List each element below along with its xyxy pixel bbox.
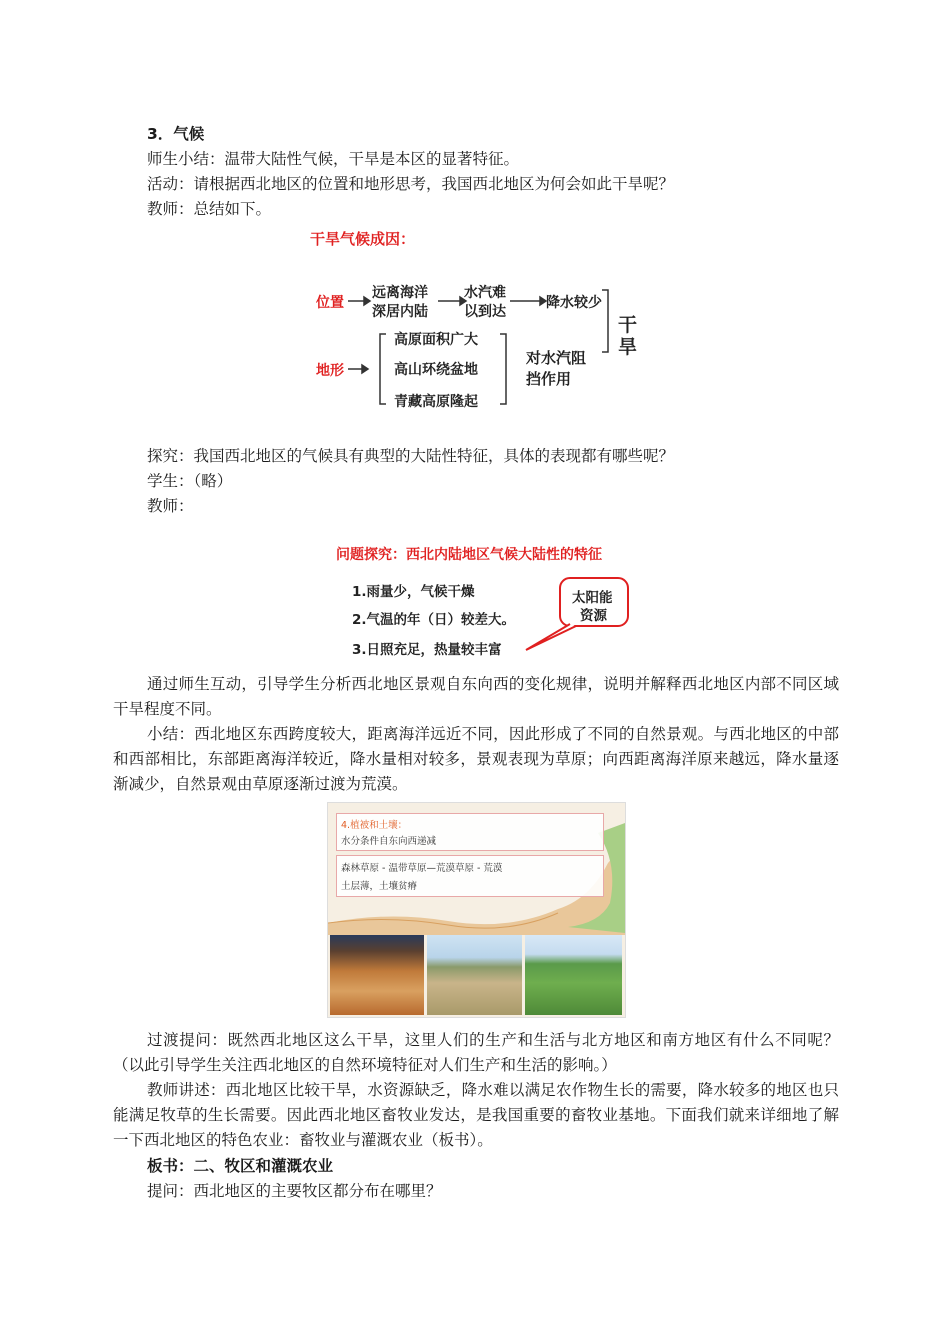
- far-from-sea: 远离海洋: [372, 285, 428, 301]
- dry-char1: 干: [618, 314, 638, 336]
- feature-2: 2.气温的年（日）较差大。: [352, 612, 516, 628]
- activity-text: 活动：请根据西北地区的位置和地形思考，我国西北地区为何会如此干旱呢？: [147, 175, 675, 193]
- board-heading: 板书：二、牧区和灌溉农业: [147, 1157, 334, 1175]
- feature-3: 3.日照充足，热量较丰富: [352, 642, 502, 658]
- paragraph-teacher-narration: 教师讲述：西北地区比较干旱，水资源缺乏，降水难以满足农作物生长的需要，降水较多的地区也只能满足牧草的生长需要。因此西北地区畜牧业发达，是我国重要的畜牧业基地。下面我们就来详细地了解一下西北地区的特色农业：畜牧业与灌溉农业（板书）。: [113, 1081, 839, 1149]
- feature-1: 1.雨量少，气候干燥: [352, 584, 475, 600]
- section-heading-climate: 3．气候: [147, 125, 205, 143]
- arid-climate-causes-diagram: [300, 222, 645, 418]
- student-text: 学生：（略）: [147, 472, 233, 490]
- diagram2-title: 问题探究：西北内陆地区气候大陆性的特征: [336, 547, 602, 563]
- slide-box-1: [336, 813, 604, 851]
- question-text: 提问：西北地区的主要牧区都分布在哪里？: [147, 1182, 442, 1200]
- summary-text: 师生小结：温带大陆性气候，干旱是本区的显著特征。: [147, 150, 520, 168]
- vegetation-soil-slide: [327, 802, 626, 1018]
- teacher-text-2: 教师：: [147, 497, 194, 515]
- bubble-line1: 太阳能: [572, 590, 613, 606]
- dry-char2: 旱: [618, 336, 638, 358]
- vapor-line1: 水汽难: [464, 285, 506, 301]
- block-line1: 对水汽阻: [526, 349, 587, 367]
- label-position: 位置: [316, 295, 344, 311]
- mountains-basin: 高山环绕盆地: [394, 362, 478, 378]
- paragraph-interaction: 通过师生互动，引导学生分析西北地区景观自东向西的变化规律，说明并解释西北地区内部不同区域干旱程度不同。: [113, 675, 839, 718]
- diagram-title: 干旱气候成因：: [310, 230, 416, 248]
- plateau-area: 高原面积广大: [394, 332, 478, 348]
- explore-text: 探究：我国西北地区的气候具有典型的大陆性特征，具体的表现都有哪些呢？: [147, 447, 675, 465]
- desert-steppe-photo: [427, 935, 522, 1015]
- continental-climate-diagram: [330, 540, 630, 660]
- teacher-text: 教师：总结如下。: [147, 200, 272, 218]
- paragraph-summary: 小结：西北地区东西跨度较大，距离海洋远近不同，因此形成了不同的自然景观。与西北地区的中部和西部相比，东部距离海洋较近，降水量相对较多，景观表现为草原；向西距离海洋原来越远，降水量逐渐减少，自然景观由草原逐渐过渡为荒漠。: [113, 725, 839, 793]
- paragraph-transition: 过渡提问：既然西北地区这么干旱，这里人们的生产和生活与北方地区和南方地区有什么不同呢？（以此引导学生关注西北地区的自然环境特征对人们生产和生活的影响。）: [113, 1031, 839, 1074]
- less-rain: 降水较少: [546, 295, 602, 311]
- box2-line1: 森林草原 - 温带草原—荒漠草原 - 荒漠: [341, 863, 503, 874]
- block-line2: 挡作用: [526, 370, 572, 388]
- box1-text: 水分条件自东向西递减: [341, 836, 437, 847]
- box1-title: 4.植被和土壤：: [341, 820, 408, 831]
- slide-box-2: [336, 855, 604, 897]
- bubble-line2: 资源: [580, 608, 607, 624]
- desert-photo: [330, 935, 424, 1015]
- vapor-line2: 以到达: [464, 304, 506, 320]
- deep-inland: 深居内陆: [372, 304, 428, 320]
- grassland-photo: [525, 935, 622, 1015]
- label-terrain: 地形: [316, 363, 344, 379]
- tibet-uplift: 青藏高原隆起: [394, 394, 478, 410]
- box2-line2: 土层薄，土壤贫瘠: [341, 881, 418, 892]
